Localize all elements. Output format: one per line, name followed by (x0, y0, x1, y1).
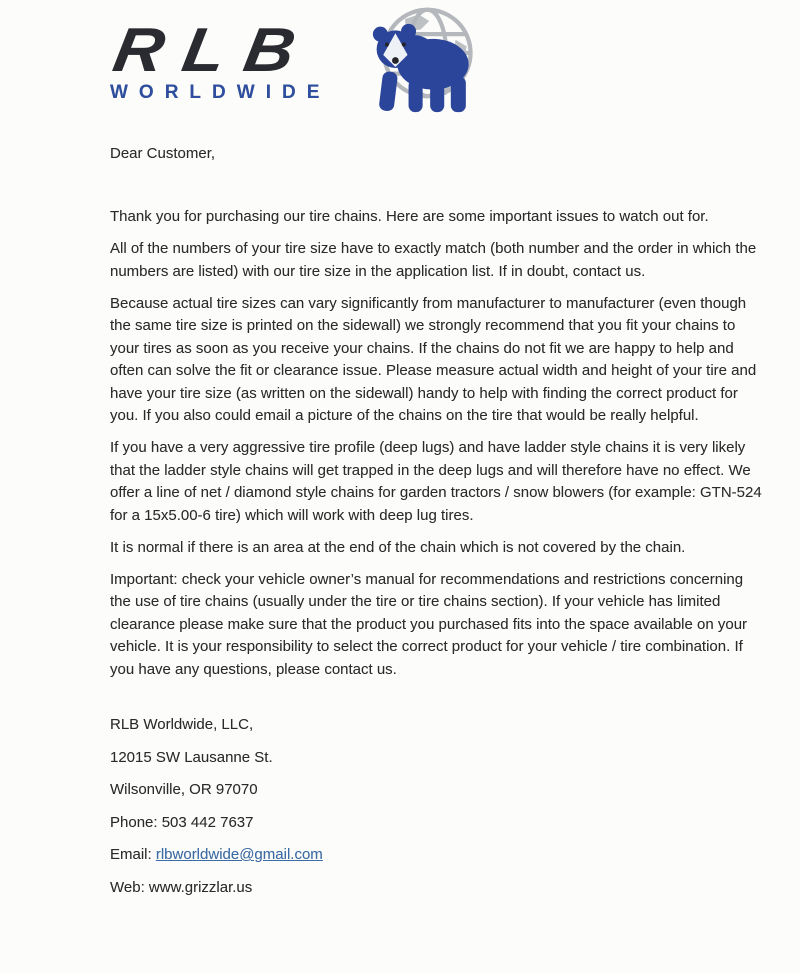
phone-number: 503 442 7637 (161, 813, 254, 831)
address-line-1: 12015 SW Lausanne St. (110, 748, 273, 766)
email-link[interactable]: rlbworldwide@gmail.com (155, 846, 323, 863)
web-address: www.grizzlar.us (148, 878, 253, 896)
email-label: Email: (110, 846, 156, 863)
address-line-2: Wilsonville, OR 97070 (110, 781, 258, 798)
logo-brand-text: RLB (108, 16, 321, 85)
logo-text-block (110, 10, 348, 104)
phone-label: Phone: (110, 813, 162, 831)
letter-paragraph: Thank you for purchasing our tire chains. Here are some important issues to watch out for. (110, 208, 709, 225)
letter-paragraph: If you have a very aggressive tire profile (deep lugs) and have ladder style chains it is very likely that the ladder style chains will get trapped in the deep lugs and will therefore have no effect. We offer a line of net / diamond style chains for garden tractors / snow blowers (for example: GTN-524 for a 15x5.00-6 tire) which will work with deep lug tires. (110, 439, 762, 524)
rlb-logo (110, 10, 760, 120)
signature-block (110, 715, 760, 897)
letter-paragraph: Because actual tire sizes can vary significantly from manufacturer to manufacturer (even though the same tire size is printed on the sidewall) we strongly recommend that you fit your chains to your tires as soon as you receive your chains. If the chains do not fit we are happy to help and often can solve the fit or clearance issue. Please measure actual width and height of your tire and have your tire size (as written on the sidewall) handy to help with finding the correct product for you. If you also could email a picture of the chains on the tire that would be really helpful. (110, 294, 757, 424)
company-name: RLB Worldwide, LLC, (110, 716, 254, 733)
web-label: Web: (110, 878, 149, 896)
logo-subbrand-text: WORLDWIDE (110, 82, 331, 103)
phone-line (110, 813, 760, 832)
letter-paragraph: Important: check your vehicle owner’s manual for recommendations and restrictions concerning the use of tire chains (usually under the tire or tire chains section). If your vehicle has limited clearance please make sure that the product you purchased fits into the space available on your vehicle. It is your responsibility to select the correct product for your vehicle / tire combination. If you have any questions, please contact us. (110, 570, 748, 678)
letter-paragraph: It is normal if there is an area at the end of the chain which is not covered by the chain. (110, 538, 686, 556)
letter-paragraph: All of the numbers of your tire size have to exactly match (both number and the order in which the numbers are listed) with our tire size in the application list. If in doubt, contact us. (110, 240, 757, 280)
web-line (110, 878, 760, 897)
email-line (110, 845, 760, 864)
salutation: Dear Customer, (110, 145, 216, 162)
